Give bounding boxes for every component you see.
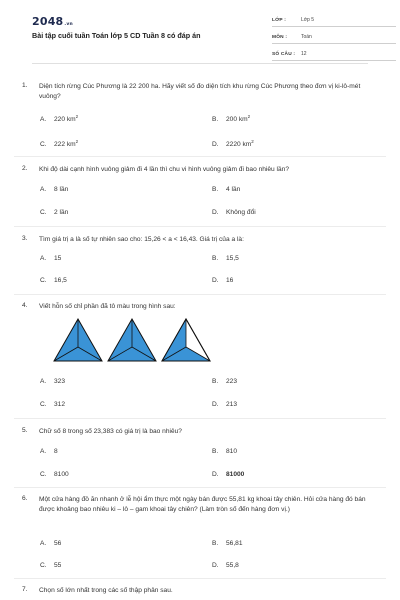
question-3-option-c[interactable]: C. 16,5 [40,277,67,284]
question-6-option-a[interactable]: A. 56 [40,540,62,547]
question-text: Diện tích rừng Cúc Phương là 22 200 ha. Hãy viết số đo diện tích khu rừng Cúc Phương theo đơn vị ki-lô-mét vuông? [39,83,361,100]
question-2-option-d[interactable]: D. Không đổi [212,209,256,216]
question-text: Khi độ dài cạnh hình vuông giảm đi 4 lần thì chu vi hình vuông giảm đi bao nhiêu lần? [39,166,290,173]
question-1-option-c[interactable]: C. 222 $km^2$ [40,139,79,149]
question-2-option-b[interactable]: B. 4 lần [212,186,241,193]
header-divider [32,63,368,64]
question-1-option-d[interactable]: D. 2220 $km^2$ [212,139,254,149]
question-6-option-c[interactable]: C. 55 [40,562,62,569]
question-3-option-a[interactable]: A. 15 [40,255,62,262]
question-5-option-a[interactable]: A. 8 [40,448,58,455]
triangle-1 [54,319,102,361]
question-6-option-d[interactable]: D. 55,8 [212,562,239,569]
question-1-option-a[interactable]: A. 220 $km^2$ [40,114,79,124]
question-divider [14,418,386,419]
question-4-option-a[interactable]: A. 323 [40,378,66,385]
worksheet-title: Bài tập cuối tuần Toán lớp 5 CD Tuần 8 có đáp án [32,31,201,40]
question-4-option-b[interactable]: B. 223 [212,378,238,385]
triangle-3 [162,319,210,361]
question-text: Viết hỗn số chỉ phần đã tô màu trong hình sau: [39,303,176,310]
question-divider [14,294,386,295]
question-3-option-b[interactable]: B. 15,5 [212,255,239,262]
question-4-option-d[interactable]: D. 213 [212,401,238,408]
shaded-triangles-figure [52,317,214,363]
meta-question-count: SỐ CÂU : 12 [272,48,396,61]
triangle-2 [108,319,156,361]
question-text: Chọn số lớn nhất trong các số thập phân sau. [39,587,173,594]
question-divider [14,487,386,488]
worksheet-page: 2048.vn Bài tập cuối tuần Toán lớp 5 CD Tuần 8 có đáp án LỚP : Lớp 5 MÔN : Toán SỐ CÂU : 12 1. Diện tích rừng Cúc Phương là 22 200 ha. Hãy viết số đo diện tích khu rừng Cúc Phương theo đơn vị ki-lô-mét vuông? A. 220 $km^2$ B. 200 $km^2$ C. 222 $km^2$ D. 2220 $km^2$ 2. Khi độ dài cạnh hình vuông giảm đi 4 lần thì chu vi hình vuông giảm đi bao nhiêu lần? A. 8 lần B. 4 lần C. 2 lần D. Không đổi 3. Tìm giá trị a là số tự nhiên sao cho: 15,26 < a < 16,43. Giá trị của a là: A. 15 B. 15,5 C. 16,5 D. 16 4. Viết hỗn số chỉ phần đã tô màu trong hình sau: A. 323 B. 223 C. 312 D. 213 5. Chữ số 8 trong số 23,383 có giá trị là bao nhiêu? A. 8 B. 810 C. 8100 D. 81000 6. Một cửa hàng đồ ăn nhanh ở lễ hội ẩm thực một ngày bán được 55,81 kg khoai tây chiên. Hỏi cửa hàng đó bán được khoảng bao nhiêu ki – lô – gam khoai tây chiên? (Làm tròn số đến hàng đơn vị.) A. 56 B. 56,81 C. 55 D. 55,8 7. Chọn số lớn nhất trong các số thập phân sau. [0,0,400,600]
question-divider [14,578,386,579]
question-2-option-c[interactable]: C. 2 lần [40,209,69,216]
question-2-option-a[interactable]: A. 8 lần [40,186,69,193]
question-5-option-d[interactable]: D. 81000 [212,471,245,478]
site-logo[interactable]: 2048.vn [32,15,73,28]
worksheet-header [18,0,382,66]
question-text: Chữ số 8 trong số 23,383 có giá trị là bao nhiêu? [39,428,182,435]
question-3-option-d[interactable]: D. 16 [212,277,234,284]
question-1-option-b[interactable]: B. 200 $km^2$ [212,114,251,124]
question-text: Tìm giá trị a là số tự nhiên sao cho: 15,26 < a < 16,43. Giá trị của a là: [39,236,244,243]
question-6-option-b[interactable]: B. 56,81 [212,540,243,547]
question-divider [14,156,386,157]
meta-class: LỚP : Lớp 5 [272,14,396,27]
question-divider [14,226,386,227]
question-5-option-c[interactable]: C. 8100 [40,471,69,478]
worksheet-meta [272,14,396,65]
question-4-option-c[interactable]: C. 312 [40,401,66,408]
meta-subject: MÔN : Toán [272,31,396,44]
question-text: Một cửa hàng đồ ăn nhanh ở lễ hội ẩm thực một ngày bán được 55,81 kg khoai tây chiên. Hỏi cửa hàng đó bán được khoảng bao nhiêu ki – lô – gam khoai tây chiên? (Làm tròn số đến hàng đơn vị.) [39,496,366,513]
question-5-option-b[interactable]: B. 810 [212,448,238,455]
